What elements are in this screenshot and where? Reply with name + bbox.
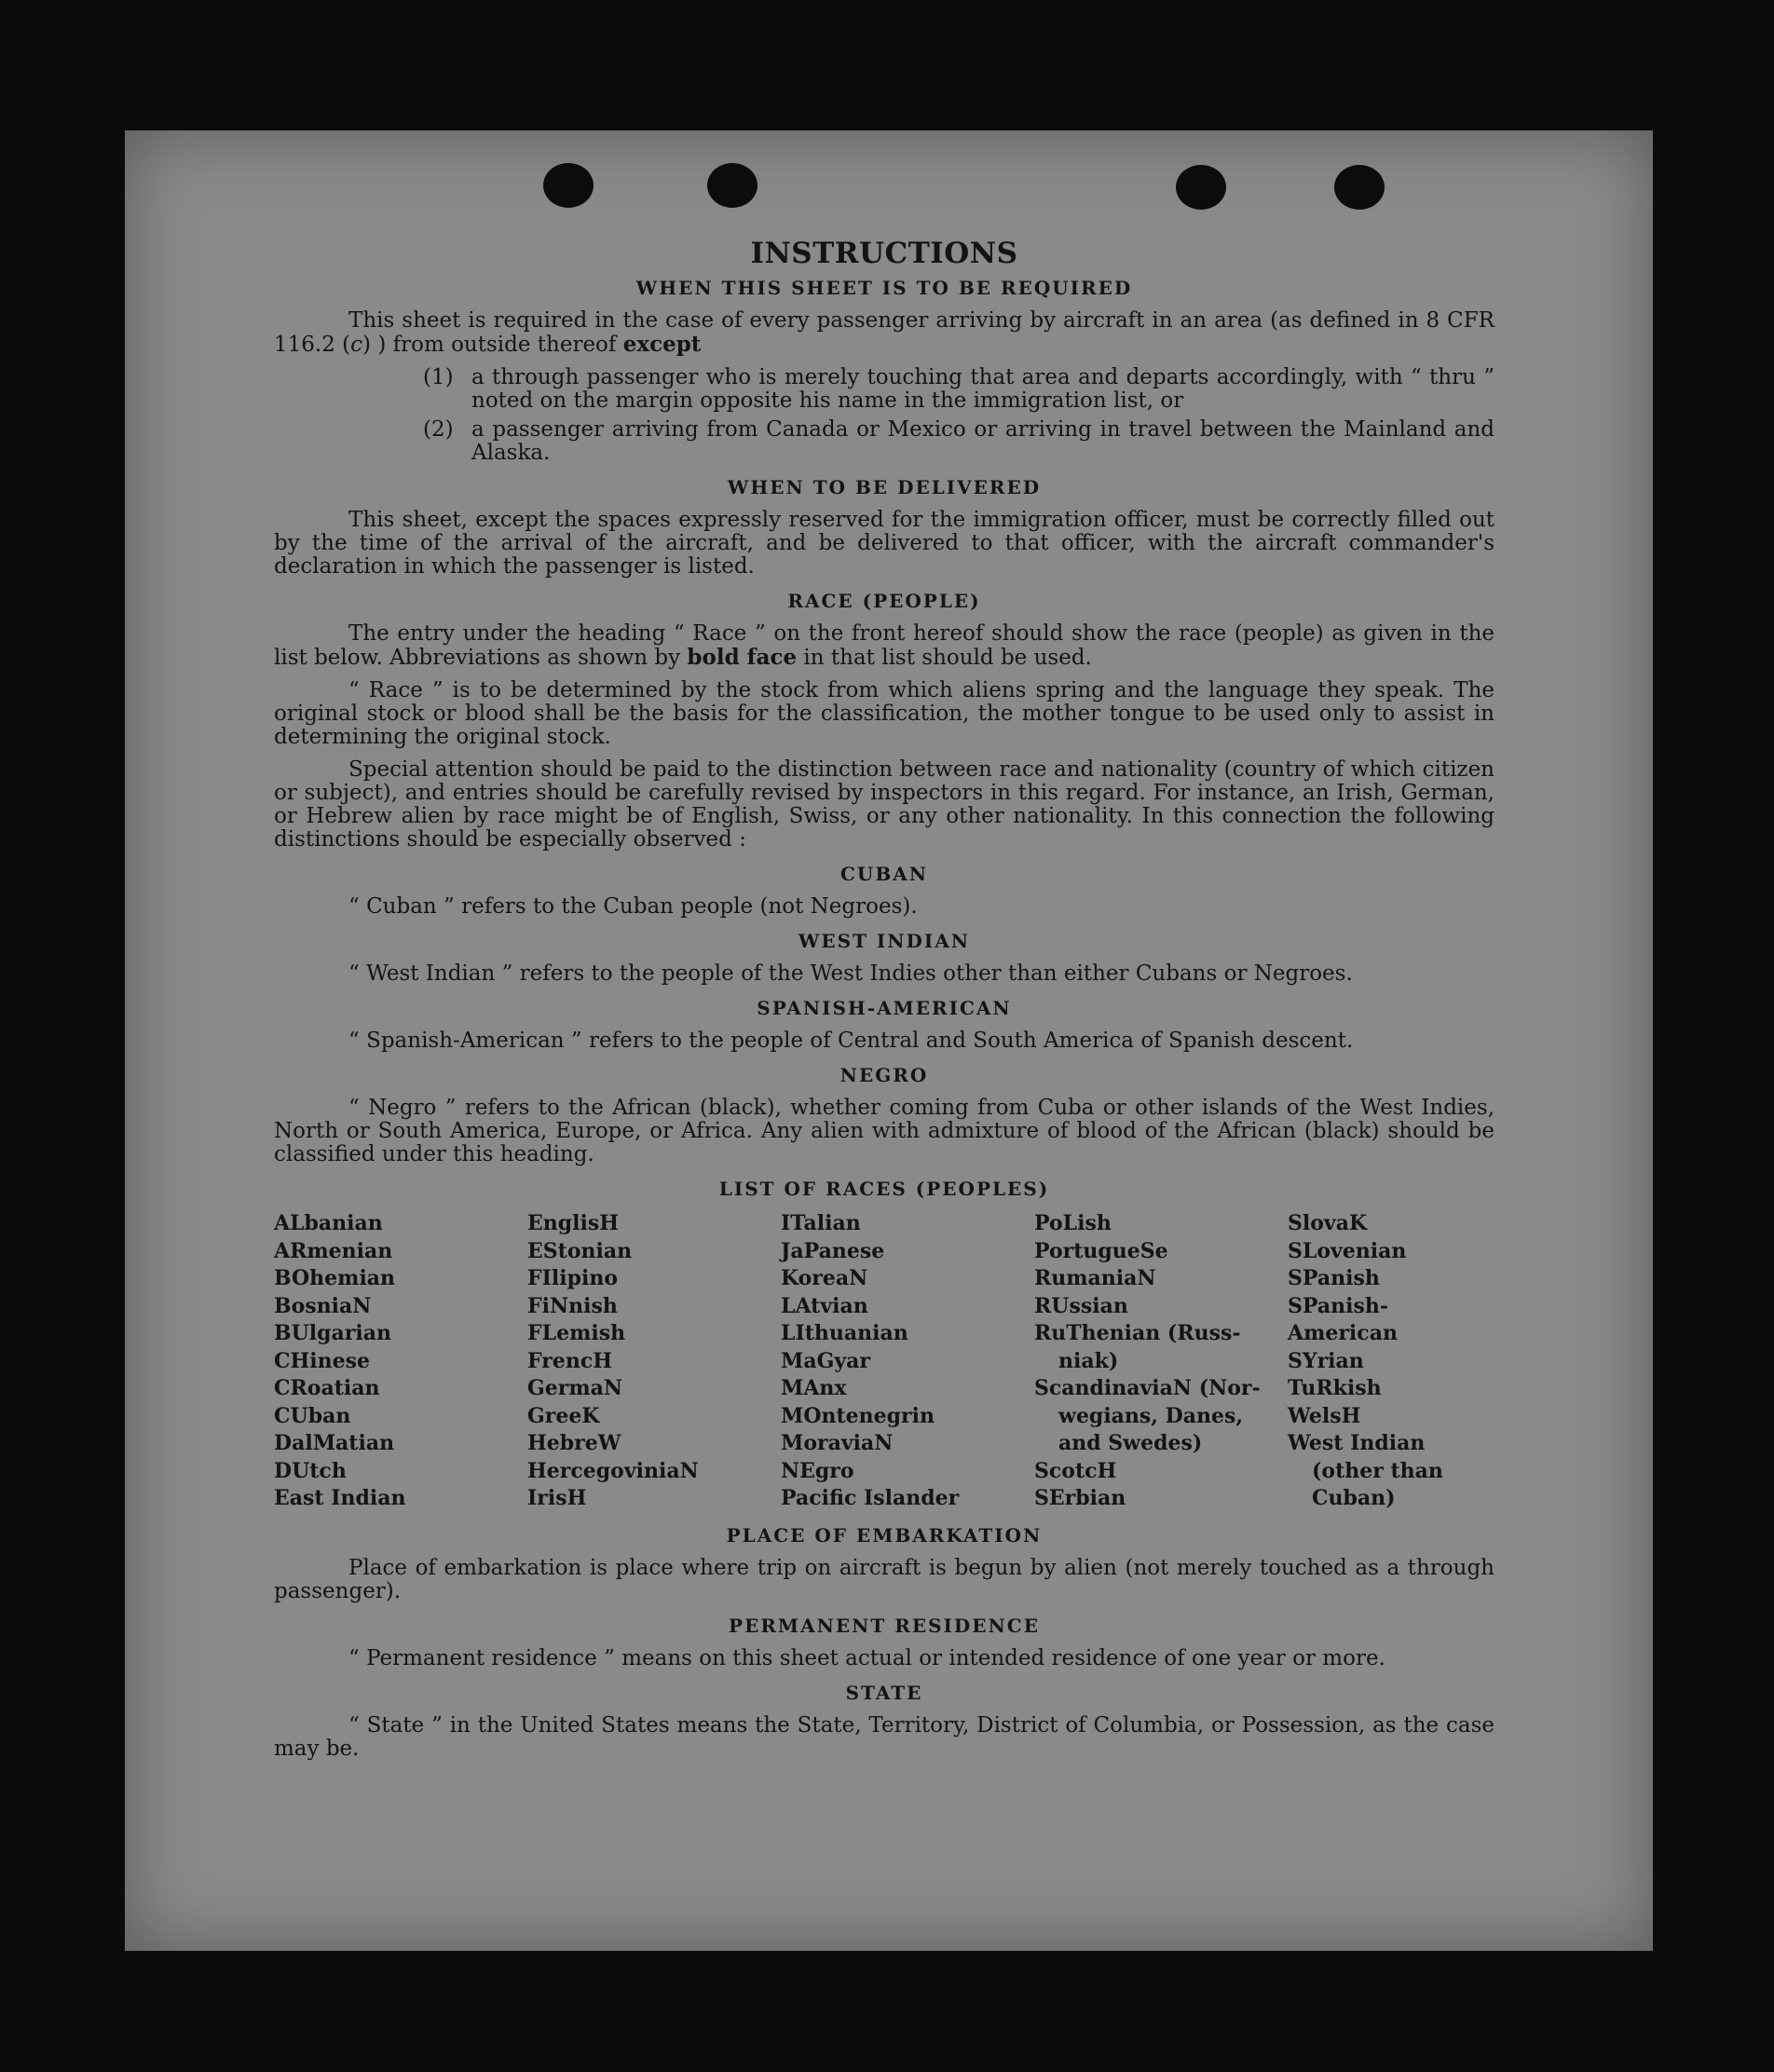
race-entry: FrencH	[527, 1348, 612, 1373]
race-entry: West Indian (other than Cuban)	[1288, 1431, 1443, 1510]
race-entry: RuThenian (Russ-niak)	[1034, 1321, 1241, 1373]
race-entry: DUtch	[274, 1458, 347, 1483]
race-entry: EStonian	[527, 1238, 633, 1263]
section-heading: CUBAN	[839, 863, 929, 885]
race-entry: MoraviaN	[781, 1431, 894, 1455]
race-entry: ALbanian	[274, 1211, 383, 1235]
races-column	[527, 1210, 781, 1513]
race-entry: ARmenian	[274, 1238, 393, 1263]
section-heading: PERMANENT RESIDENCE	[729, 1614, 1040, 1637]
item-text: a passenger arriving from Canada or Mexico or arriving in travel between the Mainland and Alaska.	[471, 417, 1494, 465]
race-entry: PortugueSe	[1034, 1238, 1168, 1263]
race-entry: RUssian	[1034, 1293, 1128, 1318]
paragraph: This sheet is required in the case of every passenger arriving by aircraft in an area (as defined in 8 CFR 116.2 (c) ) from outside thereof except	[274, 308, 1494, 357]
race-entry: BUlgarian	[274, 1321, 391, 1345]
race-entry: EnglisH	[527, 1211, 620, 1235]
race-entry: PoLish	[1034, 1211, 1112, 1235]
section-heading: PLACE OF EMBARKATION	[726, 1523, 1043, 1547]
race-entry: SPanish	[1288, 1266, 1380, 1290]
race-entry: FiNnish	[527, 1293, 618, 1318]
race-entry: FIlipino	[527, 1266, 619, 1290]
paragraph: “ Permanent residence ” means on this sheet actual or intended residence of one year or more.	[348, 1645, 1385, 1670]
list-item	[274, 366, 1494, 413]
document-sheet	[125, 130, 1653, 1951]
race-entry: SErbian	[1034, 1486, 1126, 1510]
race-entry: CRoatian	[274, 1376, 380, 1400]
race-entry: TuRkish	[1288, 1376, 1382, 1400]
races-list	[274, 1210, 1494, 1513]
item-text: a through passenger who is merely touching that area and departs accordingly, with “ thru ” noted on the margin opposite his name in the immigration list, or	[471, 365, 1494, 413]
paragraph: “ Negro ” refers to the African (black), whether coming from Cuba or other islands of the West Indies, North or South America, Europe, or Africa. Any alien with admixture of blood of the African (black) should be classified under this heading.	[274, 1096, 1494, 1166]
section-heading: NEGRO	[839, 1064, 929, 1086]
race-entry: GermaN	[527, 1376, 623, 1400]
race-entry: ScandinaviaN (Nor-wegians, Danes, and Swedes)	[1034, 1376, 1261, 1455]
list-item	[274, 418, 1494, 465]
race-entry: WelsH	[1288, 1403, 1361, 1428]
section-heading: WEST INDIAN	[798, 930, 971, 952]
punch-hole	[1334, 165, 1385, 210]
races-column	[274, 1210, 527, 1513]
race-entry: East Indian	[274, 1486, 406, 1510]
page-title: INSTRUCTIONS	[750, 237, 1018, 270]
race-entry: LAtvian	[781, 1293, 868, 1318]
section-heading: RACE (PEOPLE)	[787, 590, 981, 612]
paragraph: “ West Indian ” refers to the people of the West Indies other than either Cubans or Negroes.	[348, 961, 1353, 986]
race-entry: BosniaN	[274, 1293, 372, 1318]
race-entry: HebreW	[527, 1431, 621, 1455]
paragraph: “ Spanish-American ” refers to the people of Central and South America of Spanish descent.	[348, 1029, 1354, 1053]
race-entry: SPanish-American	[1288, 1293, 1398, 1345]
race-entry: SYrian	[1288, 1348, 1364, 1373]
race-entry: IrisH	[527, 1486, 587, 1510]
race-entry: RumaniaN	[1034, 1266, 1156, 1290]
race-entry: MaGyar	[781, 1348, 871, 1373]
paragraph: Place of embarkation is place where trip on aircraft is begun by alien (not merely touched as a through passenger).	[274, 1555, 1494, 1603]
punch-hole	[543, 163, 594, 208]
item-number: (2)	[423, 417, 454, 442]
race-entry: LIthuanian	[781, 1321, 908, 1345]
paragraph: The entry under the heading “ Race ” on the front hereof should show the race (people) as given in the list below. Abbreviations as shown by bold face in that list should be used.	[274, 621, 1494, 670]
paragraph: “ Cuban ” refers to the Cuban people (not Negroes).	[348, 894, 918, 919]
paragraph: This sheet, except the spaces expressly reserved for the immigration officer, must be correctly filled out by the time of the arrival of the aircraft, and be delivered to that officer, with the aircraft commander's declaration in which the passenger is listed.	[274, 508, 1494, 579]
item-number: (1)	[423, 365, 454, 389]
punch-hole	[1176, 165, 1226, 210]
race-entry: BOhemian	[274, 1266, 396, 1290]
section-heading: STATE	[845, 1681, 923, 1704]
race-entry: MAnx	[781, 1376, 847, 1400]
race-entry: HercegoviniaN	[527, 1458, 699, 1483]
section-heading: LIST OF RACES (PEOPLES)	[718, 1178, 1050, 1200]
race-entry: Pacific Islander	[781, 1486, 960, 1510]
races-column	[781, 1210, 1034, 1513]
race-entry: DalMatian	[274, 1431, 395, 1455]
section-heading: SPANISH-AMERICAN	[757, 997, 1012, 1019]
race-entry: FLemish	[527, 1321, 626, 1345]
race-entry: ScotcH	[1034, 1458, 1117, 1483]
race-entry: NEgro	[781, 1458, 854, 1483]
race-entry: GreeK	[527, 1403, 600, 1428]
race-entry: SLovenian	[1288, 1238, 1407, 1263]
race-entry: CUban	[274, 1403, 351, 1428]
paragraph: “ Race ” is to be determined by the stock from which aliens spring and the language they speak. The original stock or blood shall be the basis for the classification, the mother tongue to be used only to assist in determining the original stock.	[274, 678, 1494, 749]
race-entry: MOntenegrin	[781, 1403, 935, 1428]
race-entry: KoreaN	[781, 1266, 868, 1290]
races-column	[1034, 1210, 1288, 1513]
paragraph: Special attention should be paid to the distinction between race and nationality (country of which citizen or subject), and entries should be carefully revised by inspectors in this regard. For instance, an Irish, German, or Hebrew alien by race might be of English, Swiss, or any other nationality. In this connection the following distinctions should be especially observed :	[274, 757, 1494, 852]
race-entry: JaPanese	[781, 1238, 885, 1263]
punch-hole	[707, 163, 757, 208]
race-entry: ITalian	[781, 1211, 861, 1235]
instructions-body	[274, 237, 1494, 1770]
paragraph: “ State ” in the United States means the State, Territory, District of Columbia, or Possession, as the case may be.	[274, 1712, 1494, 1761]
race-entry: CHinese	[274, 1348, 371, 1373]
section-heading: WHEN THIS SHEET IS TO BE REQUIRED	[635, 277, 1133, 299]
section-heading: WHEN TO BE DELIVERED	[727, 476, 1042, 498]
race-entry: SlovaK	[1288, 1211, 1368, 1235]
races-column	[1288, 1210, 1494, 1513]
